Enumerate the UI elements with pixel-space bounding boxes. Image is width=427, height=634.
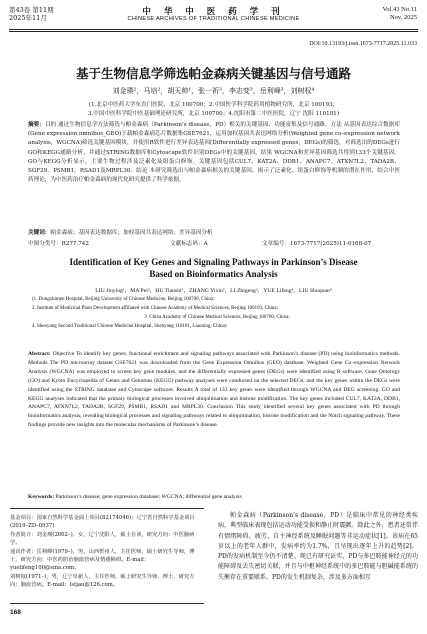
author-bio-note: 作者简介：刘金瑛(2002–)，女，辽宁沈阳人，硕士在读，研究方向：中医脑病学。 — [10, 531, 195, 547]
volume-cn: 第43卷 第11期 — [9, 6, 54, 14]
keywords-cn — [28, 229, 400, 238]
affiliation-en-1: (1. Dongzhimen Hospital, Beijing University of Chinese Medicine, Beijing 100700, China; — [32, 297, 215, 302]
document-code: 文献标志码：A — [170, 241, 208, 247]
abstract-cn — [28, 121, 400, 185]
footnote-rule-top — [10, 508, 204, 509]
keywords-en-label: Keywords: — [28, 494, 55, 500]
keywords-en — [28, 494, 400, 500]
affiliation-en-4: 4. Shenyang Second Traditional Chinese Medicine Hospital, Shenyang 110101, Liaoning, China) — [32, 324, 227, 329]
abstract-en — [28, 350, 400, 430]
volume-en: Vol.43 No.11 — [382, 6, 417, 13]
keywords-en-text: Parkinson’s disease; gene expression database; WGCNA; differential gene analysis — [55, 494, 242, 500]
corresponding-author-1: 通讯作者：岳利峰(1979–)，男，山西忻州人，主任医师，硕士研究生导师，博士，研究方向：中医药防治脑血管病及情感障碍。E-mail：yuelifeng100@sina.com。 — [10, 548, 195, 572]
authors-en: LIU Jinying¹，MA Pei²，HU Tianshi¹，ZHANG Yixin³，LI Zhigeng³，YUE Lifeng³，LIU Shuquan⁴ — [95, 288, 332, 294]
title-en-text: Identification of Key Genes and Signaling Pathways in Parkinson’s Disease Based on Bioinformatics Analysis — [69, 257, 358, 279]
article-number: 文章编号：1673-7717(2025)11-0168-07 — [262, 241, 372, 247]
footnotes — [10, 514, 204, 590]
funding-note: 基金项目：国家自然科学基金面上项目(82174046)；辽宁省自然科学基金项目(2019–ZD–0937) — [10, 515, 195, 530]
footnote-rule-bottom — [10, 603, 204, 604]
affiliation-cn-2: 3.中国中医科学院中医基础理论研究所，北京 100700；4.沈阳市第二中医医院，辽宁 沈阳 110101) — [87, 111, 340, 117]
affiliation-cn-1: (1.北京中医药大学东直门医院，北京 100700；2.中国医学科学院药用植物研究所，北京 100193； — [88, 102, 339, 108]
corresponding-author-2: 刘树权(1971–)，男，辽宁阜新人，主任医师，硕士研究生导师，博士，研究方向：脑血管病。E-mail：lstjau@126.com。 — [10, 573, 195, 589]
title-cn: 基于生物信息学筛选帕金森病关键基因与信号通路 — [75, 66, 351, 81]
authors-cn: 刘金瑛¹，马培²，胡天帅¹，张一祈³，李志变³，岳利峰³，刘树权⁴ — [112, 87, 315, 95]
abstract-en-text: Objective To identify key genes, functional enrichment and signaling pathways associated with Parkinson’s disease (PD) using bioinformatics methods. Methods The PD microarray dataset GSE7621 was downloaded from the Gene Expression Omnibus (GEO) database. Weighted Gene Co–expression Network Analysis (WGCNA) was employed to screen key gene modules, and the differentially expressed genes (DEGs) were identified using R software. Gene Ontology (GO) and Kyoto Encyclopedia of Genes and Genomes (KEGG) pathway analyses were conducted on the selected DEGs, and the key genes within the DEGs were identified using the STRING database and Cytoscape software. Results A total of 133 key genes were identified through WGCNA and DEG screening. GO and KEGG analyses indicated that the primary biological processes involved ubiquitination and histone modification. The key genes included CUL7, KAT2A, DDB1, ANAPC7, ATXN7L2, TADA2B, SGF29, PSMB1, RSAD1 and MRPL30. Conclusion This study identified several key genes associated with PD through bioinformatics analysis, revealing biological processes and signaling pathways related to ubiquitination, histone modification and the Notch signaling pathway. These findings provide new insights into the molecular mechanisms of Parkinson’s disease. — [28, 351, 400, 429]
title-en — [0, 256, 427, 280]
header-right — [383, 6, 418, 22]
journal-name-cn: 中 华 中 医 药 学 刊 — [142, 7, 285, 17]
clc-number: 中图分类号：R277.742 — [28, 241, 89, 247]
date-en: Nov. 2025 — [389, 14, 417, 21]
abstract-cn-text: 目的 通过生物信息学方法筛选与帕金森病（Parkinson’s disease，PD）相关的关键基因、功能富集及信号通路。方法 从基因表达综合数据库(Gene expression omnibus_GEO)下载帕金森病芯片数据集GSE7621，运用加权基因共表达网络分析(Weighted gene co–expression network analysis，WGCNA)筛选关键基因模块，并使用R软件进行差异表达基因(Differentially expressed genes，DEGs)的筛选。对筛选出的DEGs进行GO和KEGG通路分析，并通过STRING数据库和Cytoscape软件识别DEGs中的关键基因。结果 WGCNA和差异基因筛选共得到133个关键基因。GO与KEGG分析显示，主要生物过程涉及泛素化及组蛋白修饰。关键基因包括CUL7、KAT2A、DDB1、ANAPC7、ATXN7L2、TADA2B、SGF29、PSMB1、RSAD1及MRPL30。结论 本研究筛选出与帕金森病相关的关键基因，揭示了泛素化、组蛋白修饰等机制的潜在作用，结合中医药理论，为中医药治疗帕金森病的现代化研究提供了科学依据。 — [28, 122, 400, 184]
journal-name-en: CHINESE ARCHIVES OF TRADITIONAL CHINESE MEDICINE — [127, 16, 300, 22]
abstract-en-label: Abstract: — [28, 351, 51, 357]
doi: DOI:10.13193/j.issn.1673-7717.2025.11.033 — [309, 41, 417, 47]
header-rule — [9, 29, 418, 30]
affiliation-en-3: 3. China Academy of Chinese Medical Sciences, Beijing 100700, China; — [144, 315, 290, 320]
keywords-cn-label: 关键词： — [28, 230, 51, 236]
header-rule-thin — [9, 31, 418, 32]
body-text-right: 帕金森病（Parkinson’s disease，PD）是临床中常见的神经类疾病，典型临床表现包括运动功能受损和静止时震颤。除此之外，患者还常伴有情绪障碍、疲劳、自主神经系统及睡眠问题等非运动症状[1]。该病在65岁以上的老年人群中，发病率约为1.7%，且呈现出逐年上升的趋势[2]。PD的发病机制至今仍不清楚。现已有研究证实，PD与多巴胺能神经元的功能障碍及丢失密切关联，并且与中枢神经系统中的多巴胺能与胆碱能系统的失衡存在重要联系。PD的发生机制复杂，涉及多方面相互 — [218, 512, 418, 581]
page-number: 168 — [10, 609, 21, 616]
keywords-cn-text: 帕金森病；基因表达数据库；加权基因共表达网络；差异基因分析 — [50, 230, 213, 236]
affiliation-en-2: 2. Institute of Medicinal Plant Development affiliated with Chinese Academy of Medical Sciences, Beijing 100193, China; — [32, 306, 278, 311]
date-cn: 2025年11月 — [9, 14, 47, 22]
abstract-cn-label: 摘要： — [28, 122, 45, 128]
